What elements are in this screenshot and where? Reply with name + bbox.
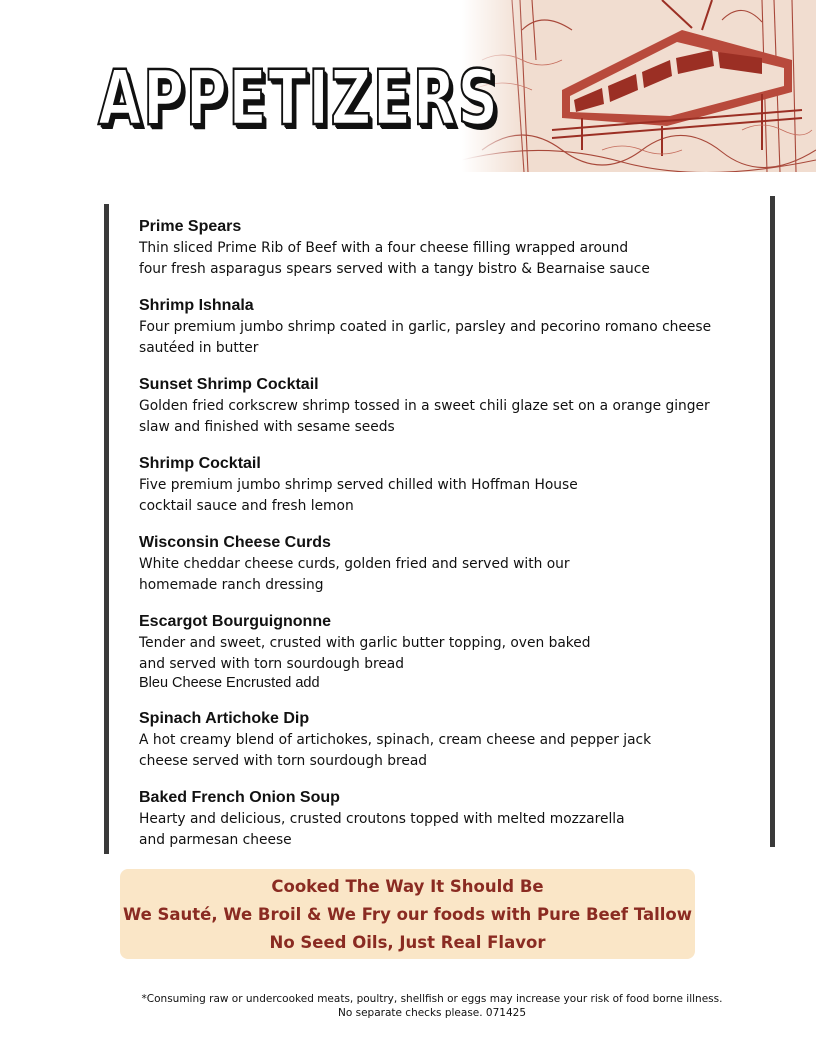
- banner-line: No Seed Oils, Just Real Flavor: [269, 933, 546, 952]
- banner-line: We Sauté, We Broil & We Fry our foods with Pure Beef Tallow: [122, 905, 692, 924]
- menu-item-escargot-bourguignonne: [139, 611, 759, 692]
- left-divider-rule: [104, 204, 109, 854]
- menu-item-description-line: and parmesan cheese: [139, 831, 292, 848]
- menu-item-name: Baked French Onion Soup: [139, 789, 340, 806]
- right-divider-rule: [770, 196, 775, 847]
- menu-item-name: Prime Spears: [139, 218, 242, 235]
- checks-note: No separate checks please. 071425: [337, 1007, 527, 1019]
- menu-item-description-line: A hot creamy blend of artichokes, spinach, cream cheese and pepper jack: [139, 732, 652, 748]
- menu-item-addon: Bleu Cheese Encrusted add: [139, 675, 320, 691]
- menu-item-description-line: Five premium jumbo shrimp served chilled with Hoffman House: [139, 477, 578, 493]
- banner-line: Cooked The Way It Should Be: [271, 877, 544, 896]
- beef-tallow-banner: [120, 869, 695, 959]
- menu-item-description-line: and served with torn sourdough bread: [139, 655, 405, 672]
- menu-item-name: Shrimp Ishnala: [139, 297, 254, 314]
- menu-item-description-line: Golden fried corkscrew shrimp tossed in a sweet chili glaze set on a orange ginger: [139, 398, 710, 414]
- appetizer-menu-list: [139, 216, 759, 866]
- food-safety-disclaimer: *Consuming raw or undercooked meats, poultry, shellfish or eggs may increase your risk of food borne illness.: [141, 993, 723, 1005]
- menu-item-description-line: cheese served with torn sourdough bread: [139, 752, 428, 769]
- menu-item-name: Spinach Artichoke Dip: [139, 710, 310, 727]
- menu-item-description-line: four fresh asparagus spears served with a tangy bistro & Bearnaise sauce: [139, 260, 650, 277]
- menu-item-description-line: Thin sliced Prime Rib of Beef with a four cheese filling wrapped around: [139, 240, 629, 256]
- menu-item-description-line: sautéed in butter: [139, 339, 259, 356]
- page-title: APPETIZERS: [98, 53, 500, 142]
- menu-item-description-line: homemade ranch dressing: [139, 576, 324, 593]
- menu-item-name: Wisconsin Cheese Curds: [139, 534, 331, 551]
- lodge-sketch-illustration: [462, 0, 816, 172]
- menu-item-name: Sunset Shrimp Cocktail: [139, 376, 319, 393]
- menu-item-description-line: Four premium jumbo shrimp coated in garlic, parsley and pecorino romano cheese: [139, 319, 712, 335]
- footer-disclaimer: [80, 992, 784, 1020]
- menu-item-sunset-shrimp-cocktail: [139, 374, 759, 437]
- menu-item-description-line: Tender and sweet, crusted with garlic butter topping, oven baked: [139, 635, 591, 651]
- menu-item-description-line: White cheddar cheese curds, golden fried and served with our: [139, 556, 570, 572]
- menu-item-spinach-artichoke-dip: [139, 708, 759, 771]
- menu-item-wisconsin-cheese-curds: [139, 532, 759, 595]
- menu-item-description-line: Hearty and delicious, crusted croutons topped with melted mozzarella: [139, 811, 625, 827]
- menu-item-baked-french-onion-soup: [139, 787, 759, 850]
- menu-item-prime-spears: [139, 216, 759, 279]
- menu-item-shrimp-cocktail: [139, 453, 759, 516]
- menu-item-shrimp-ishnala: [139, 295, 759, 358]
- menu-item-name: Escargot Bourguignonne: [139, 613, 331, 630]
- menu-item-description-line: cocktail sauce and fresh lemon: [139, 497, 354, 514]
- menu-item-description-line: slaw and finished with sesame seeds: [139, 418, 395, 435]
- menu-item-name: Shrimp Cocktail: [139, 455, 261, 472]
